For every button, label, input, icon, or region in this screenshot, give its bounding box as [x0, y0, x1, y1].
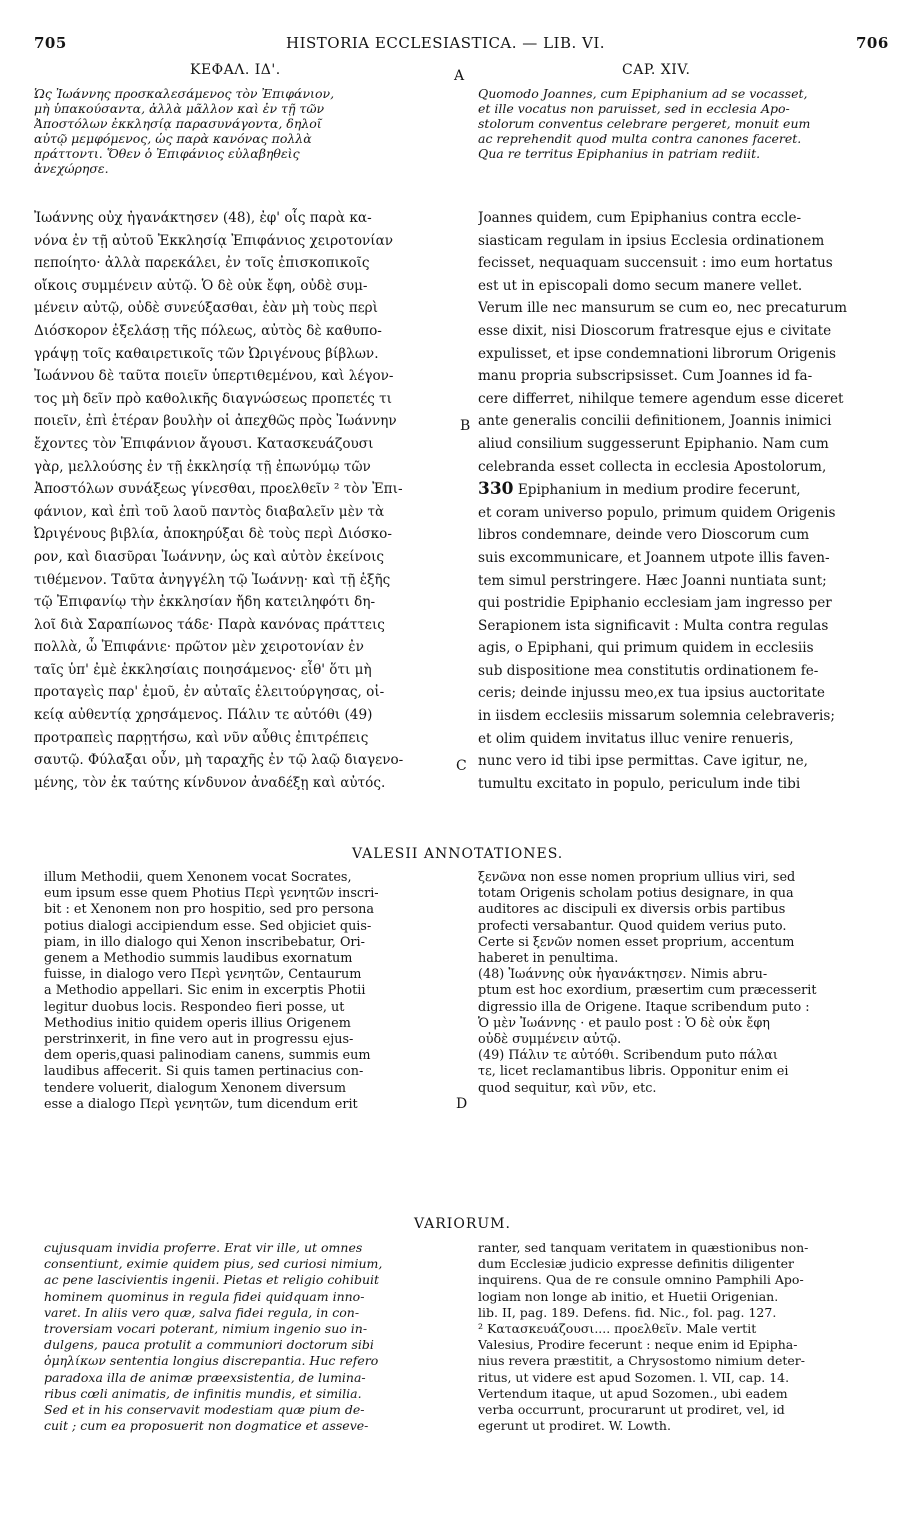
text-line: inquirens. Qua de re consule omnino Pamphili Apo-: [478, 1272, 804, 1288]
text-line: piam, in illo dialogo qui Xenon inscribebatur, Ori-: [44, 934, 365, 950]
text-line: profecti versabantur. Quod quidem verius puto.: [478, 918, 787, 934]
text-line: logiam non longe ab initio, et Huetii Origenian.: [478, 1288, 779, 1304]
text-line: a Methodio appellari. Sic enim in excerptis Photii: [44, 983, 366, 999]
text-line: Ὡς Ἰωάννης προσκαλεσάμενος τὸν Ἐπιφάνιον,: [34, 86, 335, 101]
variorum-left-column: [44, 1240, 460, 1434]
text-line: Certe si ξενῶν nomen esset proprium, accentum: [478, 934, 795, 950]
text-line: ante generalis concilii definitionem, Joannis inimici: [478, 413, 832, 430]
text-line: et coram universo populo, primum quidem Origenis: [478, 504, 836, 521]
text-line: Ἰωάννου δὲ ταῦτα ποιεῖν ὑπερτιθεμένου, καὶ λέγον-: [34, 368, 394, 385]
text-line: πράττοντι. Ὅθεν ὁ Ἐπιφάνιος εὐλαβηθεὶς: [34, 146, 300, 161]
text-line: λοῖ διὰ Σαραπίωνος τάδε· Παρὰ κανόνας πράττεις: [34, 616, 385, 633]
text-line: lib. II, pag. 189. Defens. fid. Nic., fol. pag. 127.: [478, 1304, 777, 1320]
text-line: οἴκοις συμμένειν αὐτῷ. Ὁ δὲ οὐκ ἔφη, οὐδὲ συμ-: [34, 277, 368, 294]
greek-chapter-heading: ΚΕΦΑΛ. ΙΔ'.: [190, 62, 281, 78]
text-line: γὰρ, μελλούσης ἐν τῇ ἐκκλησίᾳ τῇ ἐπωνύμῳ τῶν: [34, 458, 371, 475]
text-line: ἔχοντες τὸν Ἐπιφάνιον ἄγουσι. Κατασκευάζουσι: [34, 435, 374, 452]
text-line: esse dixit, nisi Dioscorum fratresque ejus e civitate: [478, 322, 832, 339]
text-line: esse a dialogo Περὶ γενητῶν, tum dicendum erit: [44, 1096, 358, 1112]
text-line: cuit ; cum ea proposuerit non dogmatice et asseve-: [44, 1418, 369, 1434]
text-line: Ἰωάννης οὐχ ἠγανάκτησεν (48), ἐφ' οἷς παρὰ κα-: [34, 210, 372, 226]
text-line: tumultu excitato in populo, periculum inde tibi: [478, 775, 801, 792]
text-line: ὁμηλίκων sententia longius discrepantia. Huc refero: [44, 1353, 379, 1369]
text-line: dulgens, pauca protulit a communiori doctorum sibi: [44, 1337, 374, 1353]
latin-chapter-heading: CAP. XIV.: [622, 62, 691, 78]
text-line: Ἀποστόλων ἐκκλησίᾳ παρασυνάγοντα, δηλοῖ: [34, 116, 322, 131]
text-line: aliud consilium suggesserunt Epiphanio. Nam cum: [478, 435, 829, 452]
text-line: ποιεῖν, ἐπὶ ἑτέραν βουλὴν οἱ ἀπεχθῶς πρὸς Ἰωάννην: [34, 413, 397, 430]
text-line: auditores ac discipuli ex diversis orbis partibus: [478, 902, 786, 918]
text-line: quod sequitur, καὶ νῦν, etc.: [478, 1080, 657, 1096]
valesii-title: VALESII ANNOTATIONES.: [352, 846, 564, 862]
text-line: ξενῶνα non esse nomen proprium ullius viri, sed: [478, 870, 796, 885]
latin-main-marker-line: [478, 478, 908, 502]
text-line: troversiam vocari poterant, nimium ingenio suo in-: [44, 1321, 368, 1337]
text-line: stolorum conventus celebrare pergeret, monuit eum: [478, 116, 811, 131]
variorum-title: VARIORUM.: [414, 1216, 511, 1232]
left-page-number: 705: [34, 34, 67, 52]
text-line: varet. In aliis vero quæ, salva fidei regula, in con-: [44, 1304, 360, 1320]
text-line: τῷ Ἐπιφανίῳ τὴν ἐκκλησίαν ἤδη κατειληφότι δη-: [34, 594, 376, 611]
text-line: cere differret, nihilque temere agendum esse diceret: [478, 390, 844, 407]
latin-main-text: [478, 207, 908, 795]
text-line: paradoxa illa de animæ præexsistentia, de lumina-: [44, 1369, 366, 1385]
text-line: Valesius, Prodire fecerunt : neque enim id Epipha-: [478, 1337, 798, 1353]
text-line: celebranda esset collecta in ecclesia Apostolorum,: [478, 458, 827, 475]
text-line: manu propria subscripsisset. Cum Joannes id fa-: [478, 368, 813, 385]
greek-main-text: [34, 207, 462, 794]
text-line: σαυτῷ. Φύλαξαι οὖν, μὴ ταραχῆς ἐν τῷ λαῷ διαγενο-: [34, 752, 404, 769]
text-line: προτραπεὶς παρῃτήσω, καὶ νῦν αὖθις ἐπιτρέπεις: [34, 729, 369, 746]
text-line: ἀνεχώρησε.: [34, 161, 109, 176]
text-line: dum Ecclesiæ judicio expresse definitis diligenter: [478, 1256, 795, 1272]
text-line: Ὁ μὲν Ἰωάννης · et paulo post : Ὁ δὲ οὐκ ἔφη: [478, 1015, 770, 1031]
margin-letter-a: A: [454, 68, 465, 84]
text-line: κείᾳ αὐθεντίᾳ χρησάμενος. Πάλιν τε αὐτόθι (49): [34, 707, 373, 724]
text-line: libros condemnare, deinde vero Dioscorum cum: [478, 527, 810, 544]
text-line: digressio illa de Origene. Itaque scribendum puto :: [478, 999, 810, 1015]
margin-letter-d: D: [456, 1096, 468, 1112]
text-line: ribus cœli animatis, de infinitis mundis, et similia.: [44, 1385, 362, 1401]
text-line: μένειν αὐτῷ, οὐδὲ συνεύξασθαι, ἐὰν μὴ τοὺς περὶ: [34, 300, 378, 317]
text-line: Quomodo Joannes, cum Epiphanium ad se vocasset,: [478, 86, 808, 101]
text-line: Methodius initio quidem operis illius Origenem: [44, 1015, 351, 1031]
latin-main-pre: [478, 207, 908, 478]
text-line: (48) Ἰωάννης οὐκ ἠγανάκτησεν. Nimis abru-: [478, 967, 768, 983]
text-line: Sed et in his conservavit modestiam quæ pium de-: [44, 1402, 365, 1418]
text-line: φάνιον, καὶ ἐπὶ τοῦ λαοῦ παντὸς διαβαλεῖν μὲν τὰ: [34, 503, 385, 520]
valesii-left-column: [44, 870, 454, 1113]
text-line: haberet in penultima.: [478, 951, 619, 967]
text-line: ritus, ut videre est apud Sozomen. l. VII, cap. 14.: [478, 1369, 790, 1385]
text-line: nius revera præstitit, a Chrysostomo nimium deter-: [478, 1353, 806, 1369]
text-line: fuisse, in dialogo vero Περὶ γενητῶν, Centaurum: [44, 967, 362, 983]
text-line: τε, licet reclamantibus libris. Opponitur enim ei: [478, 1064, 789, 1080]
text-line: ranter, sed tanquam veritatem in quæstionibus non-: [478, 1240, 809, 1255]
text-line: Verum ille nec mansurum se cum eo, nec precaturum: [478, 300, 848, 317]
text-line: τος μὴ δεῖν πρὸ καθολικῆς διαγνώσεως προπετές τι: [34, 390, 393, 407]
latin-main-marker-rest: Epiphanium in medium prodire fecerunt,: [513, 482, 801, 499]
text-line: illum Methodii, quem Xenonem vocat Socrates,: [44, 870, 352, 885]
text-line: in iisdem ecclesiis missarum solemnia celebraveris;: [478, 708, 835, 725]
valesii-right-column: [478, 870, 908, 1097]
text-line: totam Origenis scholam potius designare, in qua: [478, 886, 794, 902]
text-line: ptum est hoc exordium, præsertim cum præcesserit: [478, 983, 817, 999]
text-line: legitur duobus locis. Respondeo fieri posse, ut: [44, 999, 345, 1015]
text-line: πεποίητο· ἀλλὰ παρεκάλει, ἐν τοῖς ἐπισκοπικοῖς: [34, 255, 370, 272]
text-line: Διόσκορον ἐξελάσῃ τῆς πόλεως, αὐτὸς δὲ καθυπο-: [34, 322, 382, 339]
text-line: ² Κατασκευάζουσι.... προελθεῖν. Male vertit: [478, 1321, 757, 1337]
text-line: verba occurrunt, procurarunt ut prodiret, vel, id: [478, 1402, 785, 1418]
right-page-number: 706: [856, 34, 889, 52]
latin-summary: [478, 86, 908, 161]
text-line: expulisset, et ipse condemnationi librorum Origenis: [478, 345, 837, 362]
text-line: genem a Methodio summis laudibus exornatum: [44, 951, 353, 967]
text-line: μένης, τὸν ἐκ ταύτης κίνδυνον ἀναδέξῃ καὶ αὐτός.: [34, 774, 386, 791]
text-line: et ille vocatus non paruisset, sed in ecclesia Apo-: [478, 101, 790, 116]
text-line: sub dispositione mea constitutis ordinationem fe-: [478, 662, 819, 679]
text-line: agis, o Epiphani, qui primum quidem in ecclesiis: [478, 640, 814, 657]
text-line: tendere voluerit, dialogum Xenonem diversum: [44, 1080, 346, 1096]
text-line: siasticam regulam in ipsius Ecclesia ordinationem: [478, 232, 825, 249]
text-line: ac reprehendit quod multa contra canones faceret.: [478, 131, 802, 146]
text-line: τιθέμενον. Ταῦτα ἀνηγγέλη τῷ Ἰωάννῃ· καὶ τῇ ἑξῆς: [34, 571, 391, 588]
text-line: ceris; deinde injussu meo,ex tua ipsius auctoritate: [478, 685, 825, 702]
text-line: laudibus affecerit. Si quis tamen pertinacius con-: [44, 1064, 364, 1080]
text-line: ρον, καὶ διασῦραι Ἰωάννην, ὡς καὶ αὐτὸν ἐκείνοις: [34, 548, 385, 565]
text-line: (49) Πάλιν τε αὐτόθι. Scribendum puto πάλαι: [478, 1048, 778, 1064]
text-line: suis excommunicare, et Joannem utpote illis faven-: [478, 549, 830, 566]
text-line: Vertendum itaque, ut apud Sozomen., ubi eadem: [478, 1385, 788, 1401]
text-line: ac pene lascivientis ingenii. Pietas et religio cohibuit: [44, 1272, 380, 1288]
text-line: Qua re territus Epiphanius in patriam rediit.: [478, 146, 761, 161]
text-line: Ἀποστόλων συνάξεως γίνεσθαι, προελθεῖν ² τὸν Ἐπι-: [34, 481, 403, 498]
text-line: Ὠριγένους βιβλία, ἀποκηρύξαι δὲ τοὺς περὶ Διόσκο-: [34, 526, 392, 543]
text-line: cujusquam invidia proferre. Erat vir ille, ut omnes: [44, 1240, 363, 1255]
text-line: Serapionem ista significavit : Multa contra regulas: [478, 617, 829, 634]
margin-letter-b: B: [460, 418, 471, 434]
text-line: et olim quidem invitatus illuc venire renueris,: [478, 730, 794, 747]
text-line: πολλὰ, ὦ Ἐπιφάνιε· πρῶτον μὲν χειροτονίαν ἐν: [34, 639, 364, 656]
text-line: αὐτῷ μεμφόμενος, ὡς παρὰ κανόνας πολλὰ: [34, 131, 312, 146]
text-line: fecisset, nequaquam succensuit : imo eum hortatus: [478, 255, 833, 272]
column-number-marker: 330: [478, 479, 514, 500]
text-line: οὐδὲ συμμένειν αὐτῷ.: [478, 1032, 622, 1048]
text-line: hominem quominus in regula fidei quidquam inno-: [44, 1288, 365, 1304]
text-line: consentiunt, eximie quidem pius, sed curiosi nimium,: [44, 1256, 383, 1272]
text-line: προταγεὶς παρ' ἐμοῦ, ἐν αὐταῖς ἐλειτούργησας, οἰ-: [34, 684, 385, 701]
text-line: potius dialogi accipiendum esse. Sed objiciet quis-: [44, 918, 372, 934]
text-line: dem operis,quasi palinodiam canens, summis eum: [44, 1048, 371, 1064]
text-line: bit : et Xenonem non pro hospitio, sed pro persona: [44, 902, 375, 918]
text-line: νόνα ἐν τῇ αὐτοῦ Ἐκκλησίᾳ Ἐπιφάνιος χειροτονίαν: [34, 232, 394, 249]
greek-summary: [34, 86, 462, 176]
margin-letter-c: C: [456, 758, 467, 774]
text-line: egerunt ut prodiret. W. Lowth.: [478, 1418, 671, 1434]
text-line: nunc vero id tibi ipse permittas. Cave igitur, ne,: [478, 753, 808, 770]
text-line: tem simul perstringere. Hæc Joanni nuntiata sunt;: [478, 572, 827, 589]
text-line: μὴ ὑπακούσαντα, ἀλλὰ μᾶλλον καὶ ἐν τῇ τῶν: [34, 101, 325, 116]
text-line: eum ipsum esse quem Photius Περὶ γενητῶν inscri-: [44, 886, 379, 902]
text-line: qui postridie Epiphanio ecclesiam jam ingresso per: [478, 595, 832, 612]
running-title: HISTORIA ECCLESIASTICA. — LIB. VI.: [286, 34, 606, 52]
text-line: perstrinxerit, in fine vero aut in progressu ejus-: [44, 1032, 354, 1048]
text-line: γράψῃ τοῖς καθαιρετικοῖς τῶν Ὠριγένους βίβλων.: [34, 345, 379, 362]
latin-main-post: [478, 502, 908, 796]
text-line: est ut in episcopali domo secum manere vellet.: [478, 277, 803, 294]
text-line: Joannes quidem, cum Epiphanius contra eccle-: [478, 210, 802, 226]
text-line: ταῖς ὑπ' ἐμὲ ἐκκλησίαις ποιησάμενος· εἶθ' ὅτι μὴ: [34, 661, 372, 678]
variorum-right-column: [478, 1240, 908, 1434]
